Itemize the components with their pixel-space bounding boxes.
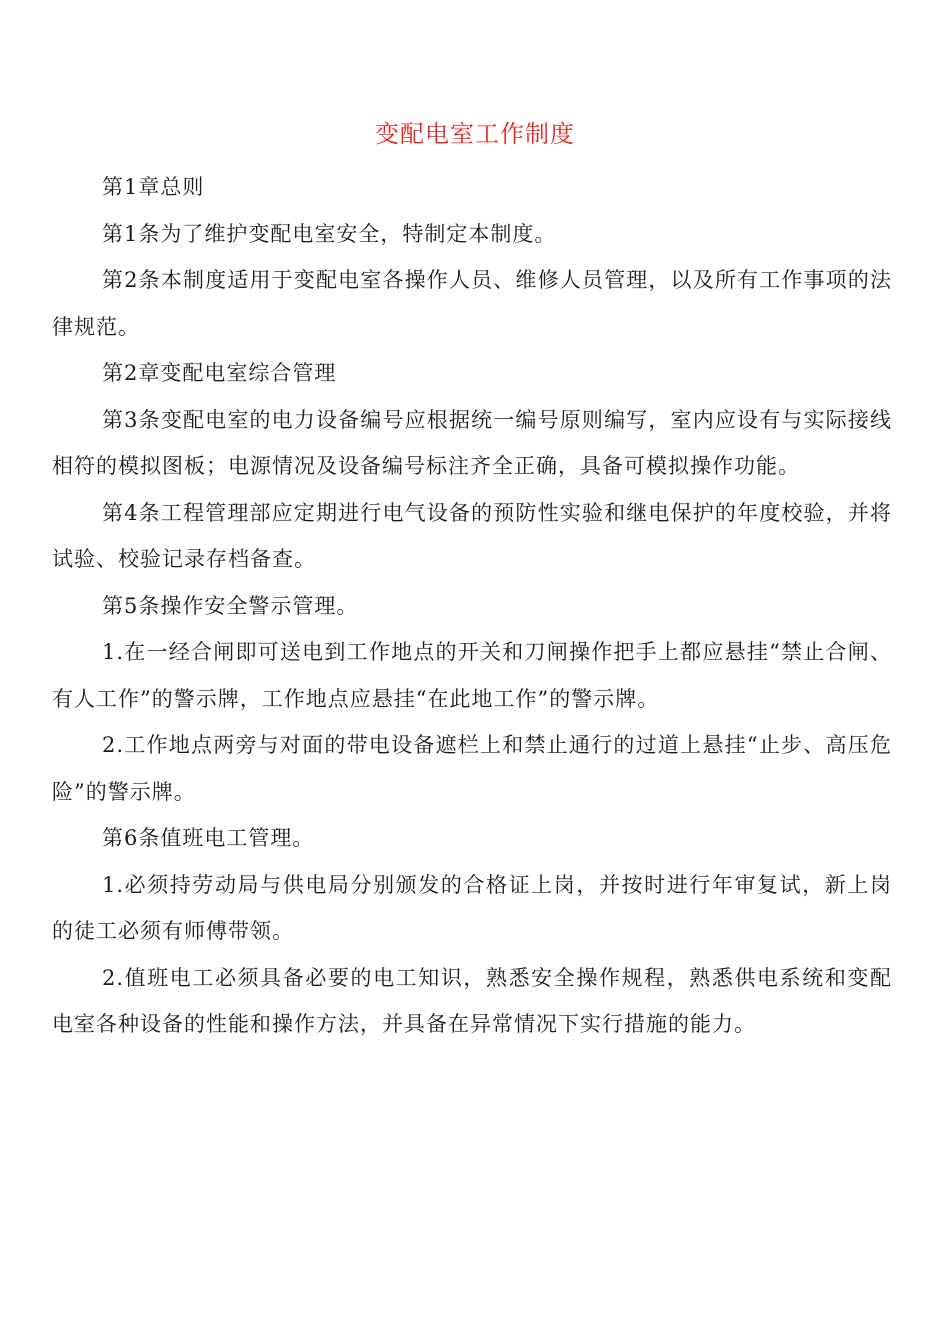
article-5-item-2: 2.工作地点两旁与对面的带电设备遮栏上和禁止通行的过道上悬挂“止步、高压危险”的警示牌。 (52, 733, 892, 804)
article-2: 第2条本制度适用于变配电室各操作人员、维修人员管理，以及所有工作事项的法律规范。 (52, 268, 892, 339)
article-1: 第1条为了维护变配电室安全，特制定本制度。 (102, 221, 557, 246)
article-4: 第4条工程管理部应定期进行电气设备的预防性实验和继电保护的年度校验，并将试验、校验记录存档备查。 (52, 500, 892, 571)
chapter-heading-1: 第1章总则 (102, 175, 205, 199)
article-5: 第5条操作安全警示管理。 (102, 593, 359, 618)
article-6-item-1: 1.必须持劳动局与供电局分别颁发的合格证上岗，并按时进行年审复试，新上岗的徒工必须有师傅带领。 (52, 872, 892, 943)
article-3: 第3条变配电室的电力设备编号应根据统一编号原则编写，室内应设有与实际接线相符的模拟图板；电源情况及设备编号标注齐全正确，具备可模拟操作功能。 (52, 407, 892, 478)
document-title: 变配电室工作制度 (375, 120, 575, 148)
article-6: 第6条值班电工管理。 (102, 826, 315, 850)
document-body (52, 164, 892, 1048)
article-5-item-1: 1.在一经合闸即可送电到工作地点的开关和刀闸操作把手上都应悬挂“禁止合闸、有人工作”的警示牌，工作地点应悬挂“在此地工作”的警示牌。 (52, 640, 892, 711)
chapter-heading-2: 第2章变配电室综合管理 (102, 361, 337, 385)
article-6-item-2: 2.值班电工必须具备必要的电工知识，熟悉安全操作规程，熟悉供电系统和变配电室各种设备的性能和操作方法，并具备在异常情况下实行措施的能力。 (52, 965, 892, 1036)
